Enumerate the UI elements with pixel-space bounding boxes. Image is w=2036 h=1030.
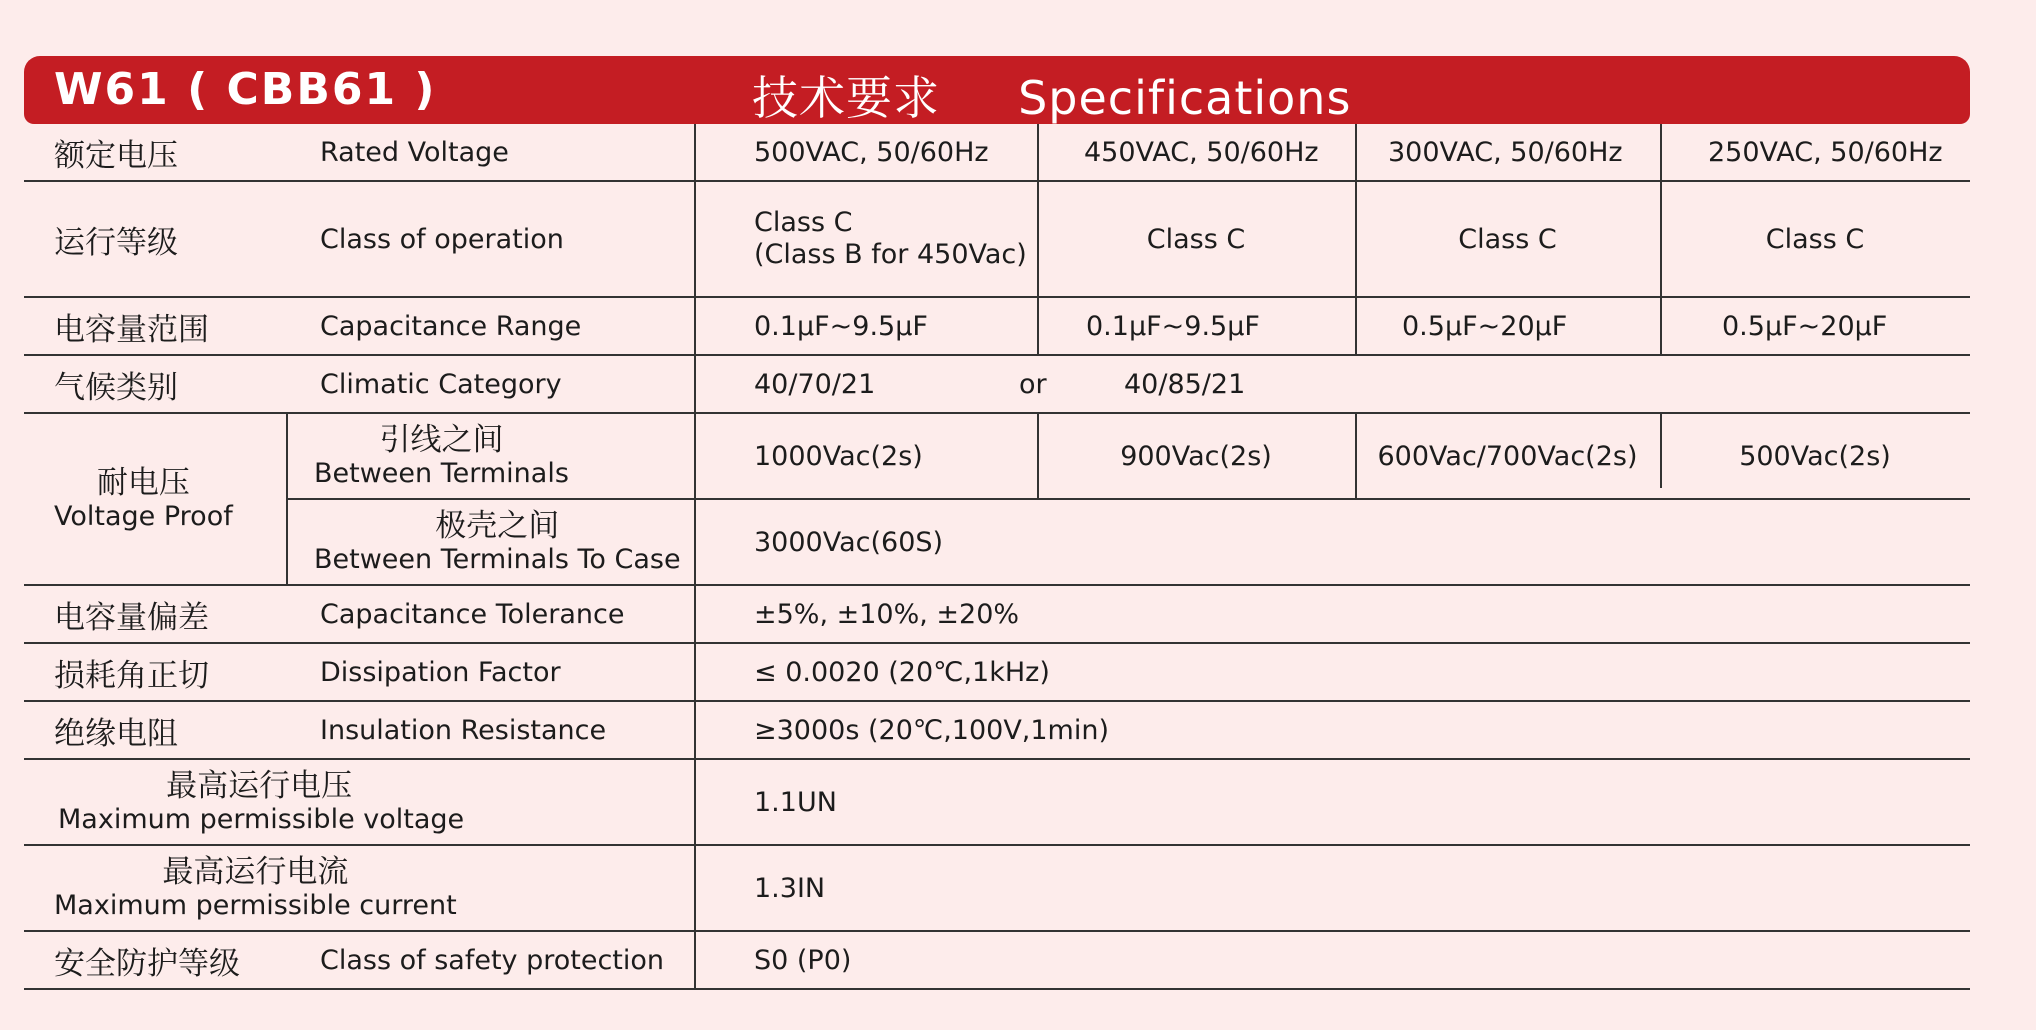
label-cn: 最高运行电压 — [166, 768, 353, 804]
label-cn: 额定电压 — [54, 137, 178, 174]
row-dissipation — [24, 644, 1970, 702]
column-divider — [1037, 124, 1039, 180]
value-cell — [754, 182, 1027, 296]
value-cell: ±5%, ±10%, ±20% — [754, 598, 1020, 630]
value-cell: 3000Vac(60S) — [754, 526, 944, 558]
value-cell: 0.1μF~9.5μF — [1086, 310, 1260, 342]
label-cn: 最高运行电流 — [162, 854, 349, 890]
label-cn: 极壳之间 — [435, 508, 560, 544]
row-safety — [24, 932, 1970, 990]
value-cell: 40/70/21 — [754, 368, 876, 400]
value-cell: ≥3000s (20℃,100V,1min) — [754, 714, 1109, 746]
label-cn: 电容量范围 — [54, 311, 209, 348]
column-divider — [694, 586, 696, 642]
label-en: Class of safety protection — [320, 944, 665, 976]
column-divider — [1660, 298, 1662, 354]
label-en: Class of operation — [320, 223, 564, 255]
label-en: Between Terminals — [314, 458, 569, 489]
label-en: Maximum permissible current — [54, 890, 457, 921]
value-cell: 500Vac(2s) — [1739, 440, 1891, 472]
value-line: (Class B for 450Vac) — [754, 239, 1027, 270]
column-divider — [1355, 298, 1357, 354]
spec-table — [24, 124, 1970, 990]
column-divider — [694, 356, 696, 412]
value-cell: 0.1μF~9.5μF — [754, 310, 928, 342]
value-cell: Class C — [1765, 223, 1865, 255]
row-voltage-proof — [24, 414, 1970, 586]
label-cn: 安全防护等级 — [54, 945, 240, 982]
case-label — [314, 500, 681, 584]
max-voltage-label — [54, 760, 464, 844]
label-cn: 电容量偏差 — [54, 599, 209, 636]
value-cell: 1.3IN — [754, 872, 826, 904]
label-en: Maximum permissible voltage — [58, 804, 465, 835]
row-insulation — [24, 702, 1970, 760]
value-cell: 900Vac(2s) — [1120, 440, 1272, 472]
label-en: Rated Voltage — [320, 136, 509, 168]
max-current-label — [54, 846, 457, 930]
value-cell: 0.5μF~20μF — [1402, 310, 1568, 342]
column-divider — [694, 760, 696, 844]
label-en: Climatic Category — [320, 368, 562, 400]
column-divider — [694, 182, 696, 296]
value-cell: 40/85/21 — [1124, 368, 1246, 400]
column-divider — [694, 702, 696, 758]
model-title: W61 ( CBB61 ) — [54, 64, 437, 115]
column-divider — [694, 298, 696, 354]
row-climatic — [24, 356, 1970, 414]
column-divider — [694, 124, 696, 180]
column-divider — [694, 932, 696, 988]
value-cell: Class C — [1458, 223, 1557, 255]
label-en: Capacitance Tolerance — [320, 598, 625, 630]
value-cell: 600Vac/700Vac(2s) — [1377, 440, 1638, 472]
value-cell: 300VAC, 50/60Hz — [1388, 136, 1623, 168]
row-capacitance-range — [24, 298, 1970, 356]
value-cell: 1000Vac(2s) — [754, 440, 923, 472]
value-cell: 450VAC, 50/60Hz — [1084, 136, 1319, 168]
label-en: Dissipation Factor — [320, 656, 561, 688]
terminals-label — [314, 414, 569, 498]
spec-title: 技术要求 Specifications — [752, 71, 1352, 125]
row-max-current — [24, 846, 1970, 932]
value-cell: 500VAC, 50/60Hz — [754, 136, 989, 168]
value-cell: 250VAC, 50/60Hz — [1708, 136, 1943, 168]
value-cell: 1.1UN — [754, 786, 837, 818]
value-line: Class C — [754, 207, 853, 238]
voltage-proof-label — [54, 414, 233, 584]
label-cn: 耐电压 — [96, 465, 190, 501]
label-cn: 引线之间 — [379, 422, 504, 458]
column-divider — [1660, 124, 1662, 180]
row-tolerance — [24, 586, 1970, 644]
label-en: Voltage Proof — [54, 501, 233, 532]
label-en: Insulation Resistance — [320, 714, 607, 746]
label-en: Between Terminals To Case — [314, 544, 681, 575]
value-cell: ≤ 0.0020 (20℃,1kHz) — [754, 656, 1050, 688]
column-divider — [1355, 124, 1357, 180]
label-en: Capacitance Range — [320, 310, 582, 342]
column-divider — [1037, 298, 1039, 354]
column-divider — [694, 644, 696, 700]
label-cn: 气候类别 — [54, 369, 178, 406]
value-cell: 0.5μF~20μF — [1722, 310, 1888, 342]
label-cn: 运行等级 — [54, 224, 178, 261]
row-max-voltage — [24, 760, 1970, 846]
value-cell: or — [1019, 368, 1047, 400]
column-divider — [694, 846, 696, 930]
row-rated-voltage — [24, 124, 1970, 182]
value-cell: Class C — [1146, 223, 1246, 255]
value-cell: S0 (P0) — [754, 944, 852, 976]
row-class-operation — [24, 182, 1970, 298]
label-cn: 绝缘电阻 — [54, 715, 178, 752]
label-cn: 损耗角正切 — [54, 657, 209, 694]
header-bar — [24, 56, 1970, 124]
